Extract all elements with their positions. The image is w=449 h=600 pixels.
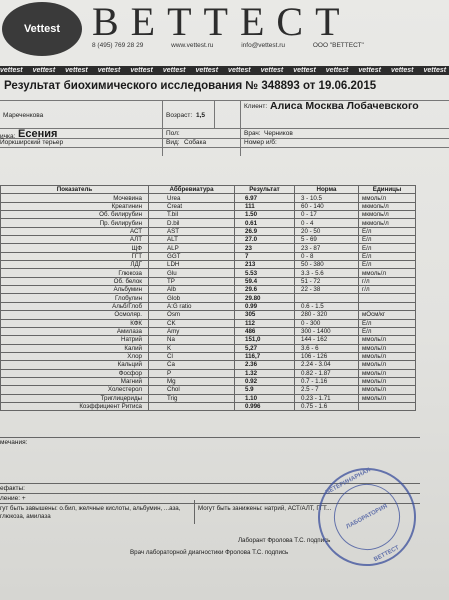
parameter-cell: Калий	[1, 344, 149, 352]
norm-cell: 0.6 - 1.5	[295, 302, 359, 310]
strip-word: vettest	[325, 67, 349, 74]
result-cell: 23	[235, 244, 295, 252]
norm-cell: 3 - 10.5	[295, 194, 359, 202]
parameter-cell: Глюкоза	[1, 269, 149, 277]
col-header-parameter: Показатель	[1, 186, 149, 194]
card-number-label: Номер и/б:	[244, 139, 277, 146]
norm-cell: 0.23 - 1.71	[295, 394, 359, 402]
parameter-cell: Глобулин	[1, 294, 149, 302]
table-row	[1, 336, 416, 344]
sex-label: Пол:	[166, 130, 180, 137]
strip-word: vettest	[0, 67, 23, 74]
result-cell: 5,27	[235, 344, 295, 352]
strip-word: vettest	[162, 67, 186, 74]
result-cell: 5.53	[235, 269, 295, 277]
units-cell: ммоль/л	[359, 194, 416, 202]
result-cell: 0.996	[235, 402, 295, 410]
table-row	[1, 244, 416, 252]
result-cell: 6.97	[235, 194, 295, 202]
table-row	[1, 352, 416, 360]
laboratory-stamp	[301, 451, 434, 584]
table-row	[1, 211, 416, 219]
table-row	[1, 386, 416, 394]
units-cell: г/л	[359, 286, 416, 294]
parameter-cell: Мочевина	[1, 194, 149, 202]
units-cell: ммоль/л	[359, 352, 416, 360]
abbreviation-cell: Chol	[149, 386, 235, 394]
table-row	[1, 277, 416, 285]
stamp-bottom-text: ВЕТТЕСТ	[373, 544, 401, 564]
norm-cell: 0 - 4	[295, 219, 359, 227]
strip-word: vettest	[390, 67, 414, 74]
brand-title: ВЕТТЕСТ	[92, 0, 352, 44]
units-cell	[359, 294, 416, 302]
abbreviation-cell: Creat	[149, 202, 235, 210]
strip-word: vettest	[228, 67, 251, 74]
units-cell: Е/л	[359, 227, 416, 235]
table-row	[1, 377, 416, 385]
doctor-name: Мареченкова	[3, 112, 44, 119]
parameter-cell: ЛДГ	[1, 261, 149, 269]
parameter-cell: Альб/Глоб	[1, 302, 149, 310]
parameter-cell: Об. билирубин	[1, 211, 149, 219]
contacts-line	[92, 42, 390, 49]
table-row	[1, 319, 416, 327]
parameter-cell: АЛТ	[1, 236, 149, 244]
abbreviation-cell	[149, 402, 235, 410]
logo-text: Vettest	[23, 23, 61, 35]
norm-cell: 3.3 - 5.6	[295, 269, 359, 277]
units-cell: мкмоль/л	[359, 211, 416, 219]
strip-word: vettest	[423, 67, 447, 74]
pet-name-label: ичка:	[0, 133, 16, 140]
age-label: Возраст:	[166, 112, 193, 119]
norm-cell: 106 - 126	[295, 352, 359, 360]
units-cell: Е/л	[359, 252, 416, 260]
result-cell: 26.9	[235, 227, 295, 235]
hemolysis-label: ление: +	[0, 495, 26, 502]
abbreviation-cell: GGT	[149, 252, 235, 260]
norm-cell: 144 - 162	[295, 336, 359, 344]
company-name: ООО "ВЕТТЕСТ"	[312, 42, 364, 49]
norm-cell: 0.82 - 1.87	[295, 369, 359, 377]
brand-strip	[0, 66, 449, 75]
abbreviation-cell: Osm	[149, 311, 235, 319]
comments-label: мечания:	[0, 439, 28, 446]
abbreviation-cell: CK	[149, 319, 235, 327]
parameter-cell: КФК	[1, 319, 149, 327]
pet-name: Есения	[18, 128, 58, 140]
abbreviation-cell: TP	[149, 277, 235, 285]
table-row	[1, 327, 416, 335]
abbreviation-cell: Glu	[149, 269, 235, 277]
parameter-cell: Фосфор	[1, 369, 149, 377]
norm-cell: 0 - 8	[295, 252, 359, 260]
abbreviation-cell: Ca	[149, 361, 235, 369]
units-cell: ммоль/л	[359, 361, 416, 369]
units-cell: ммоль/л	[359, 377, 416, 385]
units-cell: ммоль/л	[359, 269, 416, 277]
table-row	[1, 227, 416, 235]
table-row	[1, 394, 416, 402]
col-header-result: Результат	[235, 186, 295, 194]
parameter-cell: Магний	[1, 377, 149, 385]
lab-technician-signature: Лаборант Фролова Т.С. подпись	[238, 537, 331, 544]
age-value: 1,5	[196, 112, 206, 119]
norm-cell: 20 - 50	[295, 227, 359, 235]
result-cell: 1.10	[235, 394, 295, 402]
lipemia-label: ефакты:	[0, 485, 25, 492]
patient-info-block	[0, 100, 449, 156]
abbreviation-cell: Trig	[149, 394, 235, 402]
norm-cell	[295, 294, 359, 302]
norm-cell: 0 - 17	[295, 211, 359, 219]
parameter-cell: Осмоляр.	[1, 311, 149, 319]
result-cell: 213	[235, 261, 295, 269]
result-cell: 111	[235, 202, 295, 210]
result-cell: 151,0	[235, 336, 295, 344]
result-cell: 1.32	[235, 369, 295, 377]
strip-word: vettest	[65, 67, 88, 74]
parameter-cell: Пр. билирубин	[1, 219, 149, 227]
units-cell	[359, 402, 416, 410]
units-cell: ммоль/л	[359, 344, 416, 352]
parameter-cell: Коэффициент Ритиса	[1, 402, 149, 410]
table-row	[1, 344, 416, 352]
units-cell: мкмоль/л	[359, 202, 416, 210]
abbreviation-cell: K	[149, 344, 235, 352]
result-cell: 7	[235, 252, 295, 260]
parameter-cell: Об. белок	[1, 277, 149, 285]
abbreviation-cell: LDH	[149, 261, 235, 269]
table-row	[1, 202, 416, 210]
parameter-cell: АСТ	[1, 227, 149, 235]
norm-cell: 0 - 300	[295, 319, 359, 327]
may-increase-note: гут быть завышены: о.бил, желчные кислоты, альбумин, ...аза, глюкоза, амилаза	[0, 505, 181, 520]
stamp-top-text: ВЕТЕРИНАРНАЯ	[324, 467, 372, 497]
may-decrease-note: Могут быть занижены: натрий, АСТ/АЛТ, ГГТ...	[198, 505, 332, 512]
abbreviation-cell: Cl	[149, 352, 235, 360]
results-table	[0, 185, 416, 411]
units-cell	[359, 302, 416, 310]
parameter-cell: Хлор	[1, 352, 149, 360]
strip-word: vettest	[130, 67, 153, 74]
table-row	[1, 311, 416, 319]
norm-cell: 0.7 - 1.16	[295, 377, 359, 385]
units-cell: ммоль/л	[359, 336, 416, 344]
norm-cell: 22 - 38	[295, 286, 359, 294]
result-cell: 2.36	[235, 361, 295, 369]
abbreviation-cell: Amy	[149, 327, 235, 335]
strip-word: vettest	[32, 67, 56, 74]
result-cell: 5.9	[235, 386, 295, 394]
units-cell: ммоль/л	[359, 386, 416, 394]
result-cell: 0.99	[235, 302, 295, 310]
abbreviation-cell: T.bil	[149, 211, 235, 219]
norm-cell: 5 - 69	[295, 236, 359, 244]
parameter-cell: Кальций	[1, 361, 149, 369]
strip-word: vettest	[195, 67, 219, 74]
table-header-row	[1, 186, 416, 194]
table-row	[1, 402, 416, 410]
stamp-middle-text: ЛАБОРАТОРИЯ	[345, 503, 389, 531]
parameter-cell: ЩФ	[1, 244, 149, 252]
units-cell: Е/л	[359, 261, 416, 269]
phone-number: 8 (495) 769 28 29	[92, 42, 144, 49]
units-cell: Е/л	[359, 327, 416, 335]
website-link: www.vettest.ru	[171, 42, 214, 49]
strip-word: vettest	[358, 67, 381, 74]
table-row	[1, 294, 416, 302]
result-cell: 29.6	[235, 286, 295, 294]
strip-word: vettest	[260, 67, 284, 74]
parameter-cell: Альбумин	[1, 286, 149, 294]
norm-cell: 51 - 72	[295, 277, 359, 285]
result-cell: 59.4	[235, 277, 295, 285]
abbreviation-cell: ALP	[149, 244, 235, 252]
result-cell: 116,7	[235, 352, 295, 360]
units-cell: ммоль/л	[359, 394, 416, 402]
norm-cell: 23 - 87	[295, 244, 359, 252]
norm-cell: 60 - 140	[295, 202, 359, 210]
table-row	[1, 361, 416, 369]
abbreviation-cell: Mg	[149, 377, 235, 385]
parameter-cell: Креатинин	[1, 202, 149, 210]
norm-cell: 2.5 - 7	[295, 386, 359, 394]
breed-value: Йоркширский терьер	[0, 139, 64, 146]
strip-word: vettest	[97, 67, 121, 74]
result-cell: 112	[235, 319, 295, 327]
vet-label: Врач:	[244, 130, 261, 137]
units-cell: г/л	[359, 277, 416, 285]
units-cell: мкмоль/л	[359, 219, 416, 227]
result-cell: 27.0	[235, 236, 295, 244]
abbreviation-cell: ALT	[149, 236, 235, 244]
species-value: Собака	[184, 139, 207, 146]
abbreviation-cell: D.bil	[149, 219, 235, 227]
abbreviation-cell: A:G ratio	[149, 302, 235, 310]
col-header-units: Единицы	[359, 186, 416, 194]
strip-word: vettest	[293, 67, 316, 74]
abbreviation-cell: Glob	[149, 294, 235, 302]
table-row	[1, 261, 416, 269]
norm-cell: 3.6 - 6	[295, 344, 359, 352]
result-cell: 1.50	[235, 211, 295, 219]
email-address: info@vettest.ru	[241, 42, 286, 49]
doctor-signature: Врач лабораторной диагностики Фролова Т.С. подпись	[130, 549, 289, 556]
norm-cell: 280 - 320	[295, 311, 359, 319]
table-row	[1, 286, 416, 294]
client-value: Алиса Москва Лобачевского	[270, 100, 419, 112]
abbreviation-cell: P	[149, 369, 235, 377]
abbreviation-cell: Alb	[149, 286, 235, 294]
col-header-abbreviation: Аббревиатура	[149, 186, 235, 194]
table-row	[1, 236, 416, 244]
parameter-cell: ГГТ	[1, 252, 149, 260]
norm-cell: 0.75 - 1.6	[295, 402, 359, 410]
units-cell: Е/л	[359, 236, 416, 244]
units-cell: ммоль/л	[359, 369, 416, 377]
species-label: Вид:	[166, 139, 180, 146]
result-cell: 29.80	[235, 294, 295, 302]
norm-cell: 2.24 - 3.04	[295, 361, 359, 369]
table-row	[1, 252, 416, 260]
abbreviation-cell: Urea	[149, 194, 235, 202]
parameter-cell: Холестерол	[1, 386, 149, 394]
parameter-cell: Триглицериды	[1, 394, 149, 402]
result-cell: 0.92	[235, 377, 295, 385]
norm-cell: 300 - 1400	[295, 327, 359, 335]
units-cell: мОсм/кг	[359, 311, 416, 319]
vet-value: Черников	[264, 130, 293, 137]
vettest-logo	[2, 2, 82, 56]
table-row	[1, 369, 416, 377]
result-cell: 0.61	[235, 219, 295, 227]
abbreviation-cell: AST	[149, 227, 235, 235]
norm-cell: 50 - 380	[295, 261, 359, 269]
result-cell: 486	[235, 327, 295, 335]
table-row	[1, 269, 416, 277]
units-cell: Е/л	[359, 244, 416, 252]
table-row	[1, 194, 416, 202]
result-cell: 305	[235, 311, 295, 319]
col-header-norm: Норма	[295, 186, 359, 194]
parameter-cell: Амилаза	[1, 327, 149, 335]
units-cell: Е/л	[359, 319, 416, 327]
table-row	[1, 219, 416, 227]
abbreviation-cell: Na	[149, 336, 235, 344]
client-label: Клиент:	[244, 103, 268, 110]
report-title: Результат биохимического исследования № 348893 от 19.06.2015	[4, 80, 377, 92]
table-row	[1, 302, 416, 310]
parameter-cell: Натрий	[1, 336, 149, 344]
